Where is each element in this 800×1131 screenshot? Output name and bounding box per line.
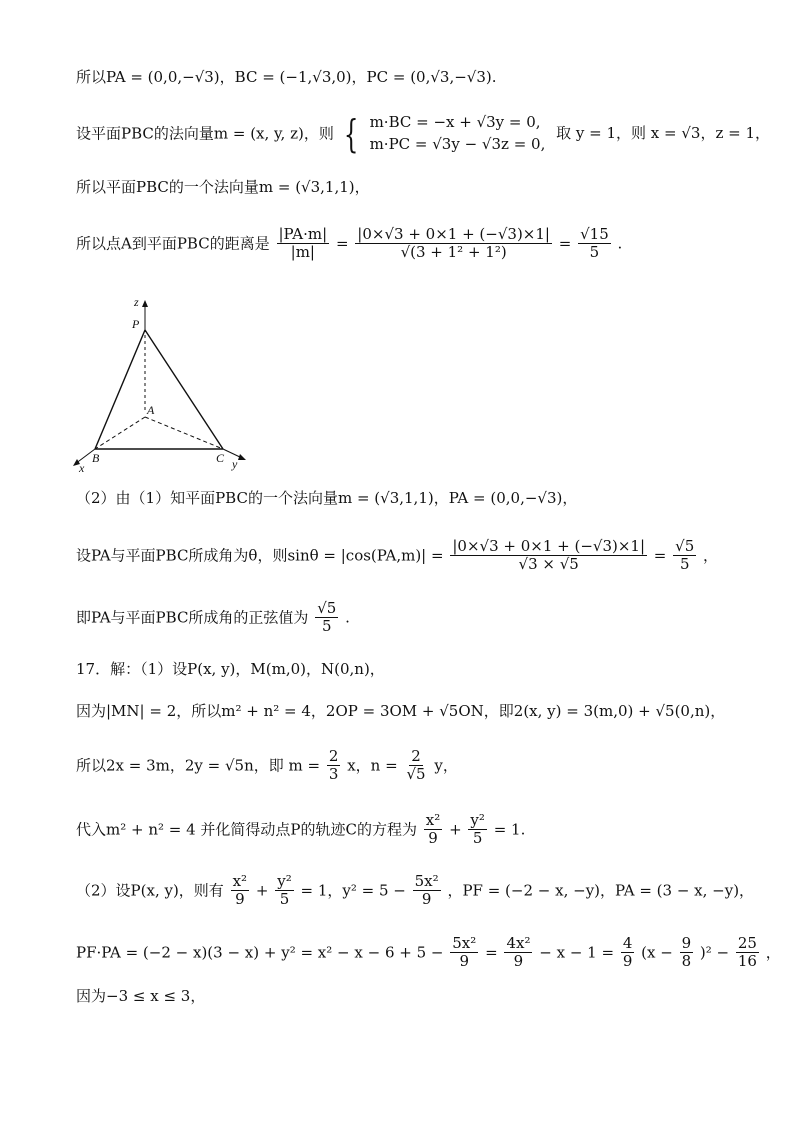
distance-intro: 所以点A到平面PBC的距离是: [76, 234, 270, 253]
sine-frac-2-den: 5: [679, 555, 690, 574]
vectors-text: 所以PA = (0,0,−√3)，BC = (−1,√3,0)，PC = (0,√3,−√3).: [76, 68, 497, 86]
label-y: y: [232, 457, 238, 471]
mn-solve-intro: 所以2x = 3m，2y = √5n，即 m =: [76, 756, 321, 775]
dp-suffix: ，: [765, 943, 781, 962]
setup-frac-x-num: x²: [232, 872, 248, 890]
part2-normal-text: （2）由（1）知平面PBC的一个法向量m = (√3,1,1)，PA = (0,0,−√3)，: [76, 489, 578, 507]
distance-frac-2-num: |0×√3 + 0×1 + (−√3)×1|: [357, 225, 550, 243]
system-brace: {: [343, 111, 358, 156]
setup-frac-x: [231, 873, 249, 909]
tetrahedron-figure: [70, 292, 260, 477]
dp-frac-2-num: 4x²: [506, 934, 531, 952]
edge-AC: [145, 417, 223, 449]
sine-frac-2-num: √5: [675, 537, 695, 555]
range-text: 因为−3 ≤ x ≤ 3，: [76, 987, 206, 1005]
dp-frac-4-num: 9: [681, 934, 692, 952]
line-locus: 代入m² + n² = 4 并化简得动点P的轨迹C的方程为 $\frac{\text{x²}}{9}$ + $\frac{\text{y²}}{5}$ = 1.: [76, 811, 526, 848]
setup-frac-x-den: 9: [235, 890, 245, 909]
dp-frac-1-den: 9: [459, 952, 470, 971]
system-eq-2: m·PC = √3y − √3z = 0,: [369, 134, 546, 153]
line-normal-vector-system: [76, 112, 770, 156]
m-frac-den: 3: [328, 765, 339, 784]
n-frac: [404, 748, 427, 784]
sine-result-den: 5: [321, 617, 332, 636]
distance-frac-3-den: 5: [589, 243, 600, 262]
line-vectors: [76, 70, 497, 85]
line-part2-setup: （2）设P(x, y)，则有 $\frac{\text{x²}}{9}$ + $\frac{\text{y²}}{5}$ = 1，y² = 5 − $\frac{\text{5x²}}{9}$ ，PF = (−2 − x, −y)，PA = (3 − x, −y)，: [76, 872, 755, 909]
setup-frac-y-num: y²: [277, 872, 292, 890]
dp-paren-open: (x −: [641, 943, 673, 962]
label-P: P: [132, 317, 140, 331]
dot-product-intro: PF·PA = (−2 − x)(3 − x) + y² = x² − x − 6 + 5 −: [76, 943, 444, 962]
dp-frac-1-num: 5x²: [452, 934, 477, 952]
z-arrow: [142, 300, 148, 307]
line-dot-product: [76, 935, 781, 971]
dp-frac-3-den: 9: [622, 952, 633, 971]
distance-frac-1-num: |PA·m|: [278, 225, 328, 243]
normal-result-text: 所以平面PBC的一个法向量m = (√3,1,1)，: [76, 178, 370, 196]
locus-frac-y-num: y²: [470, 811, 485, 829]
dp-paren-close: )² −: [699, 943, 730, 962]
dp-frac-4-den: 8: [681, 952, 692, 971]
equation-system: [370, 112, 546, 156]
dp-frac-2: [504, 935, 532, 971]
label-B: B: [92, 451, 100, 465]
edge-AB: [95, 417, 145, 449]
locus-frac-x-num: x²: [425, 811, 441, 829]
system-solution: 取 y = 1，则 x = √3，z = 1，: [556, 124, 771, 143]
line-part2-normal: [76, 491, 577, 506]
locus-frac-x-den: 9: [428, 829, 438, 848]
distance-frac-1-den: |m|: [290, 243, 315, 262]
locus-frac-x: [424, 812, 442, 848]
locus-frac-y: [468, 812, 487, 848]
setup-frac-5x-den: 9: [421, 890, 432, 909]
system-eq-1: m·BC = −x + √3y = 0,: [369, 113, 541, 131]
line-sine: 设PA与平面PBC所成角为θ，则sinθ = |cos(PA,m)| = $\frac{|0\times√3 + 0\times 1 + (-√3)\times 1|}{√3 \times √5}$ = $\frac{√5}{5}$ ，: [76, 537, 719, 574]
n-frac-num: 2: [411, 747, 421, 765]
mn-solve-suffix: y，: [434, 756, 458, 775]
y-arrow: [238, 454, 246, 460]
line-mn-solve: [76, 748, 458, 784]
n-frac-den: √5: [406, 765, 426, 784]
setup-frac-y: [275, 873, 294, 909]
mn-solve-mid: x，n =: [347, 756, 398, 775]
normal-vector-intro: 设平面PBC的法向量m = (x, y, z)，则: [76, 124, 334, 143]
dp-frac-3-num: 4: [622, 934, 633, 952]
line-range: [76, 989, 205, 1004]
sine-frac-1-num: |0×√3 + 0×1 + (−√3)×1|: [452, 537, 646, 555]
line-normal-result: [76, 180, 370, 195]
dp-frac-5: [736, 935, 759, 971]
dp-frac-1: [450, 935, 478, 971]
dp-frac-2-den: 9: [513, 952, 524, 971]
sine-result-intro: 即PA与平面PBC所成角的正弦值为: [76, 608, 309, 627]
dp-frac-5-num: 25: [737, 934, 757, 952]
label-z: z: [134, 295, 139, 309]
problem17-start: 17．解：（1）设P(x, y)，M(m,0)，N(0,n)，: [76, 660, 385, 678]
line-problem17: [76, 662, 385, 677]
locus-suffix: = 1.: [493, 820, 526, 839]
line-sine-result: 即PA与平面PBC所成角的正弦值为 $\frac{√5}{5}$ .: [76, 599, 350, 636]
line-mn: [76, 704, 725, 719]
m-frac-num: 2: [328, 747, 339, 765]
setup-frac-5x: [413, 873, 441, 909]
sine-intro: 设PA与平面PBC所成角为θ，则sinθ = |cos(PA,m)| =: [76, 546, 444, 565]
distance-frac-3: [578, 226, 611, 262]
sine-result-frac: [315, 600, 338, 636]
dp-frac-5-den: 16: [737, 952, 757, 971]
locus-intro: 代入m² + n² = 4 并化简得动点P的轨迹C的方程为: [76, 820, 418, 839]
setup-frac-5x-num: 5x²: [414, 872, 439, 890]
line-distance: 所以点A到平面PBC的距离是 $\frac{|PA\cdot m|}{|m|}$ = $\frac{|0\times√3 + 0\times 1 + (-√3)\times 1|}{\text{√(3 + 1² + 1²)}}$ = $\frac{√15}{5}$ .: [76, 225, 623, 262]
label-A: A: [147, 403, 155, 417]
label-C: C: [216, 451, 225, 465]
part2-setup-intro: （2）设P(x, y)，则有: [76, 881, 224, 900]
setup-suffix: ，PF = (−2 − x, −y)，PA = (3 − x, −y)，: [447, 881, 755, 900]
sine-frac-1-den: √3 × √5: [518, 555, 579, 574]
distance-frac-2: [355, 226, 552, 262]
setup-mid: = 1，y² = 5 −: [300, 881, 406, 900]
distance-frac-1: [277, 226, 330, 262]
dp-mid: − x − 1 =: [539, 943, 615, 962]
dp-frac-4: [680, 935, 694, 971]
edge-PC: [145, 330, 223, 449]
distance-frac-3-num: √15: [580, 225, 609, 243]
label-x: x: [79, 461, 85, 475]
locus-frac-y-den: 5: [472, 829, 483, 848]
distance-frac-2-den: √(3 + 1² + 1²): [400, 243, 507, 262]
sine-frac-2: [673, 538, 696, 574]
setup-frac-y-den: 5: [279, 890, 290, 909]
sine-frac-1: [450, 538, 647, 574]
edge-PB: [95, 330, 145, 449]
dp-frac-3: [621, 935, 635, 971]
sine-result-num: √5: [317, 599, 337, 617]
dp-equals: =: [485, 943, 498, 962]
mn-relation: 因为|MN| = 2，所以m² + n² = 4，2OP = 3OM + √5ON，即2(x, y) = 3(m,0) + √5(0,n)，: [76, 702, 726, 720]
m-frac: [327, 748, 341, 784]
